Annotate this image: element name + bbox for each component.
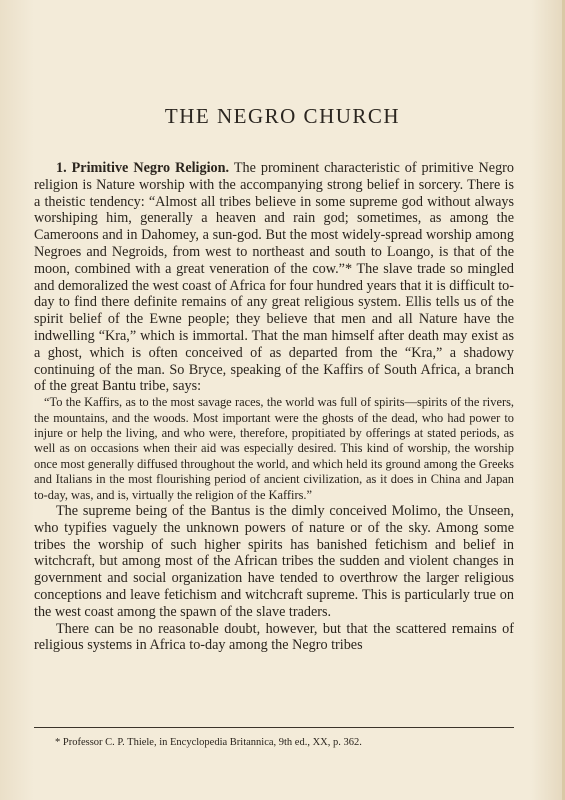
paragraph-1-text: The prominent characteristic of primitive Negro religion is Nature worship with the accompanying strong belief in sorcery. There is a theistic tendency: “Almost all tribes believe in some supreme god without always worshiping him, generally a heaven and rain god; sometimes, as among the Cameroons and in Dahomey, a sun-god. But the most widely-spread worship among Negroes and Negroids, from west to northeast and south to Loango, is that of the moon, combined with a great veneration of the cow.”* The slave trade so mingled and demoralized the west coast of Africa for four hundred years that it is difficult to-day to find there definite remains of any great religious system. Ellis tells us of the spirit belief of the Ewne people; they believe that men and all Nature have the indwelling “Kra,” which is immortal. That the man himself after death may exist as a ghost, which is often conceived of as departed from the “Kra,” a shadowy continuing of the man. So Bryce, speaking of the Kaffirs of South Africa, a branch of the great Bantu tribe, says:: [34, 160, 514, 395]
paragraph-3: There can be no reasonable doubt, however, but that the scattered remains of religious systems in Africa to-day among the Negro tribes: [34, 620, 514, 654]
paragraph-1: [34, 160, 514, 395]
footnote-divider: [34, 727, 514, 728]
paragraph-2: The supreme being of the Bantus is the dimly conceived Molimo, the Unseen, who typifies vaguely the unknown powers of nature or of the sky. Among some tribes the worship of such higher spirits has banished fetichism and belief in witchcraft, but among most of the African tribes the sudden and violent changes in government and social organization have tended to overthrow the larger religious conceptions and leave fetichism and witchcraft supreme. This is particularly true on the west coast among the spawn of the slave traders.: [34, 503, 514, 620]
body-text: [34, 160, 514, 654]
chapter-title: THE NEGRO CHURCH: [164, 104, 401, 128]
block-quote: “To the Kaffirs, as to the most savage races, the world was full of spirits—spirits of the rivers, the mountains, and the woods. Most important were the ghosts of the dead, who had power to injure or help the living, and who were, therefore, propitiated by offerings at stated periods, as well as on occasions when their aid was especially desired. This kind of worship, the worship once most generally diffused throughout the world, and which held its ground among the Greeks and Italians in the most flourishing period of ancient civilization, as it does in China and Japan to-day, was, and is, virtually the religion of the Kaffirs.”: [34, 395, 514, 502]
footnote: * Professor C. P. Thiele, in Encyclopedia Britannica, 9th ed., XX, p. 362.: [55, 737, 362, 748]
section-heading: 1. Primitive Negro Religion.: [56, 160, 230, 176]
